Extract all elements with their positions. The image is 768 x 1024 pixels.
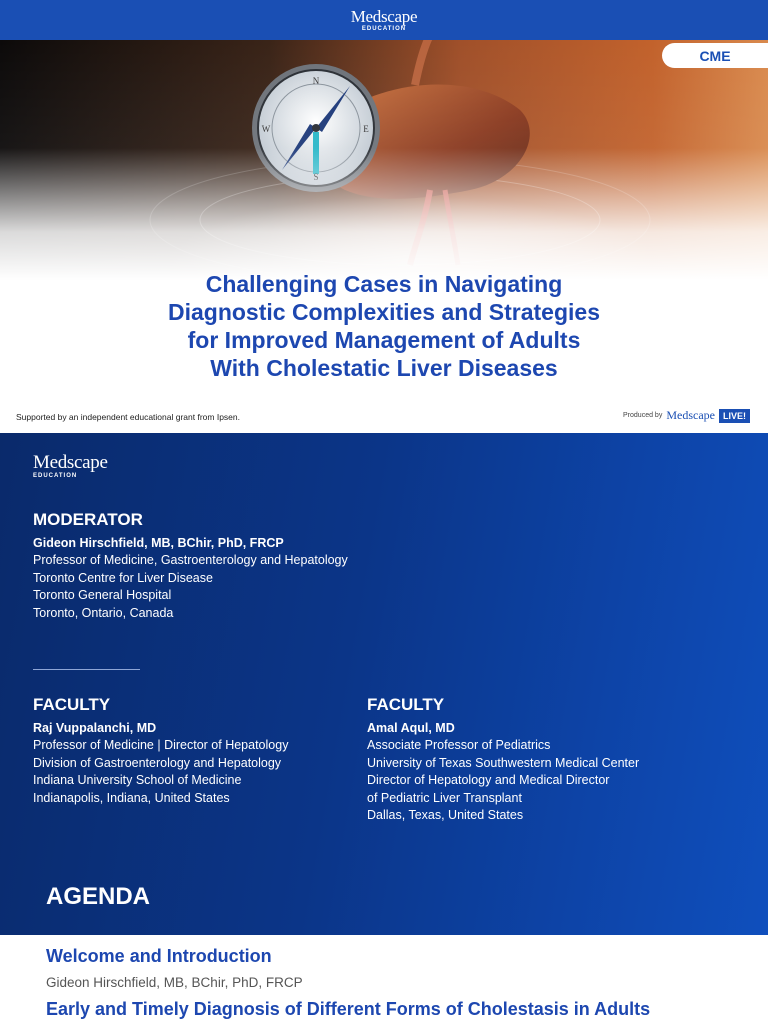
moderator-block <box>33 510 348 622</box>
faculty-block <box>33 695 288 807</box>
faculty-heading: FACULTY <box>33 695 111 714</box>
produced-by-label: Produced by <box>623 412 663 419</box>
logo-brand-sub: EDUCATION <box>361 26 407 32</box>
moderator-heading: MODERATOR <box>33 510 143 529</box>
agenda-item-title: Welcome and Introduction <box>46 946 272 966</box>
agenda-item-speaker: Gideon Hirschfield, MB, BChir, PhD, FRCP <box>46 975 303 990</box>
faculty-affiliation: Director of Hepatology and Medical Director <box>367 773 610 787</box>
agenda-item-title: Early and Timely Diagnosis of Different Forms of Cholestasis in Adults <box>46 999 651 1019</box>
produced-by <box>623 408 750 423</box>
faculty-affiliation: Indianapolis, Indiana, United States <box>33 790 230 805</box>
faculty-block <box>367 695 639 825</box>
logo-brand-sub: EDUCATION <box>33 473 78 479</box>
agenda-heading: AGENDA <box>46 883 151 910</box>
faculty-affiliation: Division of Gastroenterology and Hepatology <box>33 755 282 770</box>
produced-by-live: LIVE! <box>719 409 750 423</box>
faculty-affiliation: Associate Professor of Pediatrics <box>367 738 551 752</box>
hero-banner <box>0 40 768 433</box>
medscape-education-logo <box>33 453 108 479</box>
title-line: for Improved Management of Adults <box>187 327 581 353</box>
logo-brand-name: Medscape <box>350 7 418 26</box>
faculty-name: Amal Aqul, MD <box>367 721 455 735</box>
moderator-affiliation: Toronto, Ontario, Canada <box>33 605 174 620</box>
section-divider <box>33 669 140 670</box>
faculty-heading: FACULTY <box>367 695 445 714</box>
medscape-education-logo <box>351 8 418 32</box>
produced-by-brand: Medscape <box>666 408 715 422</box>
moderator-affiliation: Professor of Medicine, Gastroenterology and Hepatology <box>33 553 348 567</box>
faculty-affiliation: Indiana University School of Medicine <box>33 773 242 787</box>
logo-brand-name: Medscape <box>33 452 108 473</box>
cme-badge: CME <box>662 43 768 68</box>
program-title <box>0 270 768 382</box>
faculty-panel <box>0 433 768 935</box>
title-line: Diagnostic Complexities and Strategies <box>167 299 600 325</box>
compass-and-liver-illustration <box>0 40 768 280</box>
top-header-bar <box>0 0 768 40</box>
moderator-affiliation: Toronto Centre for Liver Disease <box>33 570 213 585</box>
faculty-affiliation: of Pediatric Liver Transplant <box>367 790 522 805</box>
support-statement: Supported by an independent educational grant from Ipsen. <box>16 412 240 422</box>
moderator-affiliation: Toronto General Hospital <box>33 588 172 602</box>
title-line: With Cholestatic Liver Diseases <box>210 355 558 381</box>
faculty-affiliation: University of Texas Southwestern Medical Center <box>367 755 640 770</box>
faculty-affiliation: Professor of Medicine | Director of Hepatology <box>33 738 289 752</box>
faculty-affiliation: Dallas, Texas, United States <box>367 808 524 822</box>
faculty-name: Raj Vuppalanchi, MD <box>33 721 157 735</box>
title-line: Challenging Cases in Navigating <box>205 271 563 297</box>
agenda-list <box>0 935 768 1024</box>
moderator-name: Gideon Hirschfield, MB, BChir, PhD, FRCP <box>33 536 284 550</box>
